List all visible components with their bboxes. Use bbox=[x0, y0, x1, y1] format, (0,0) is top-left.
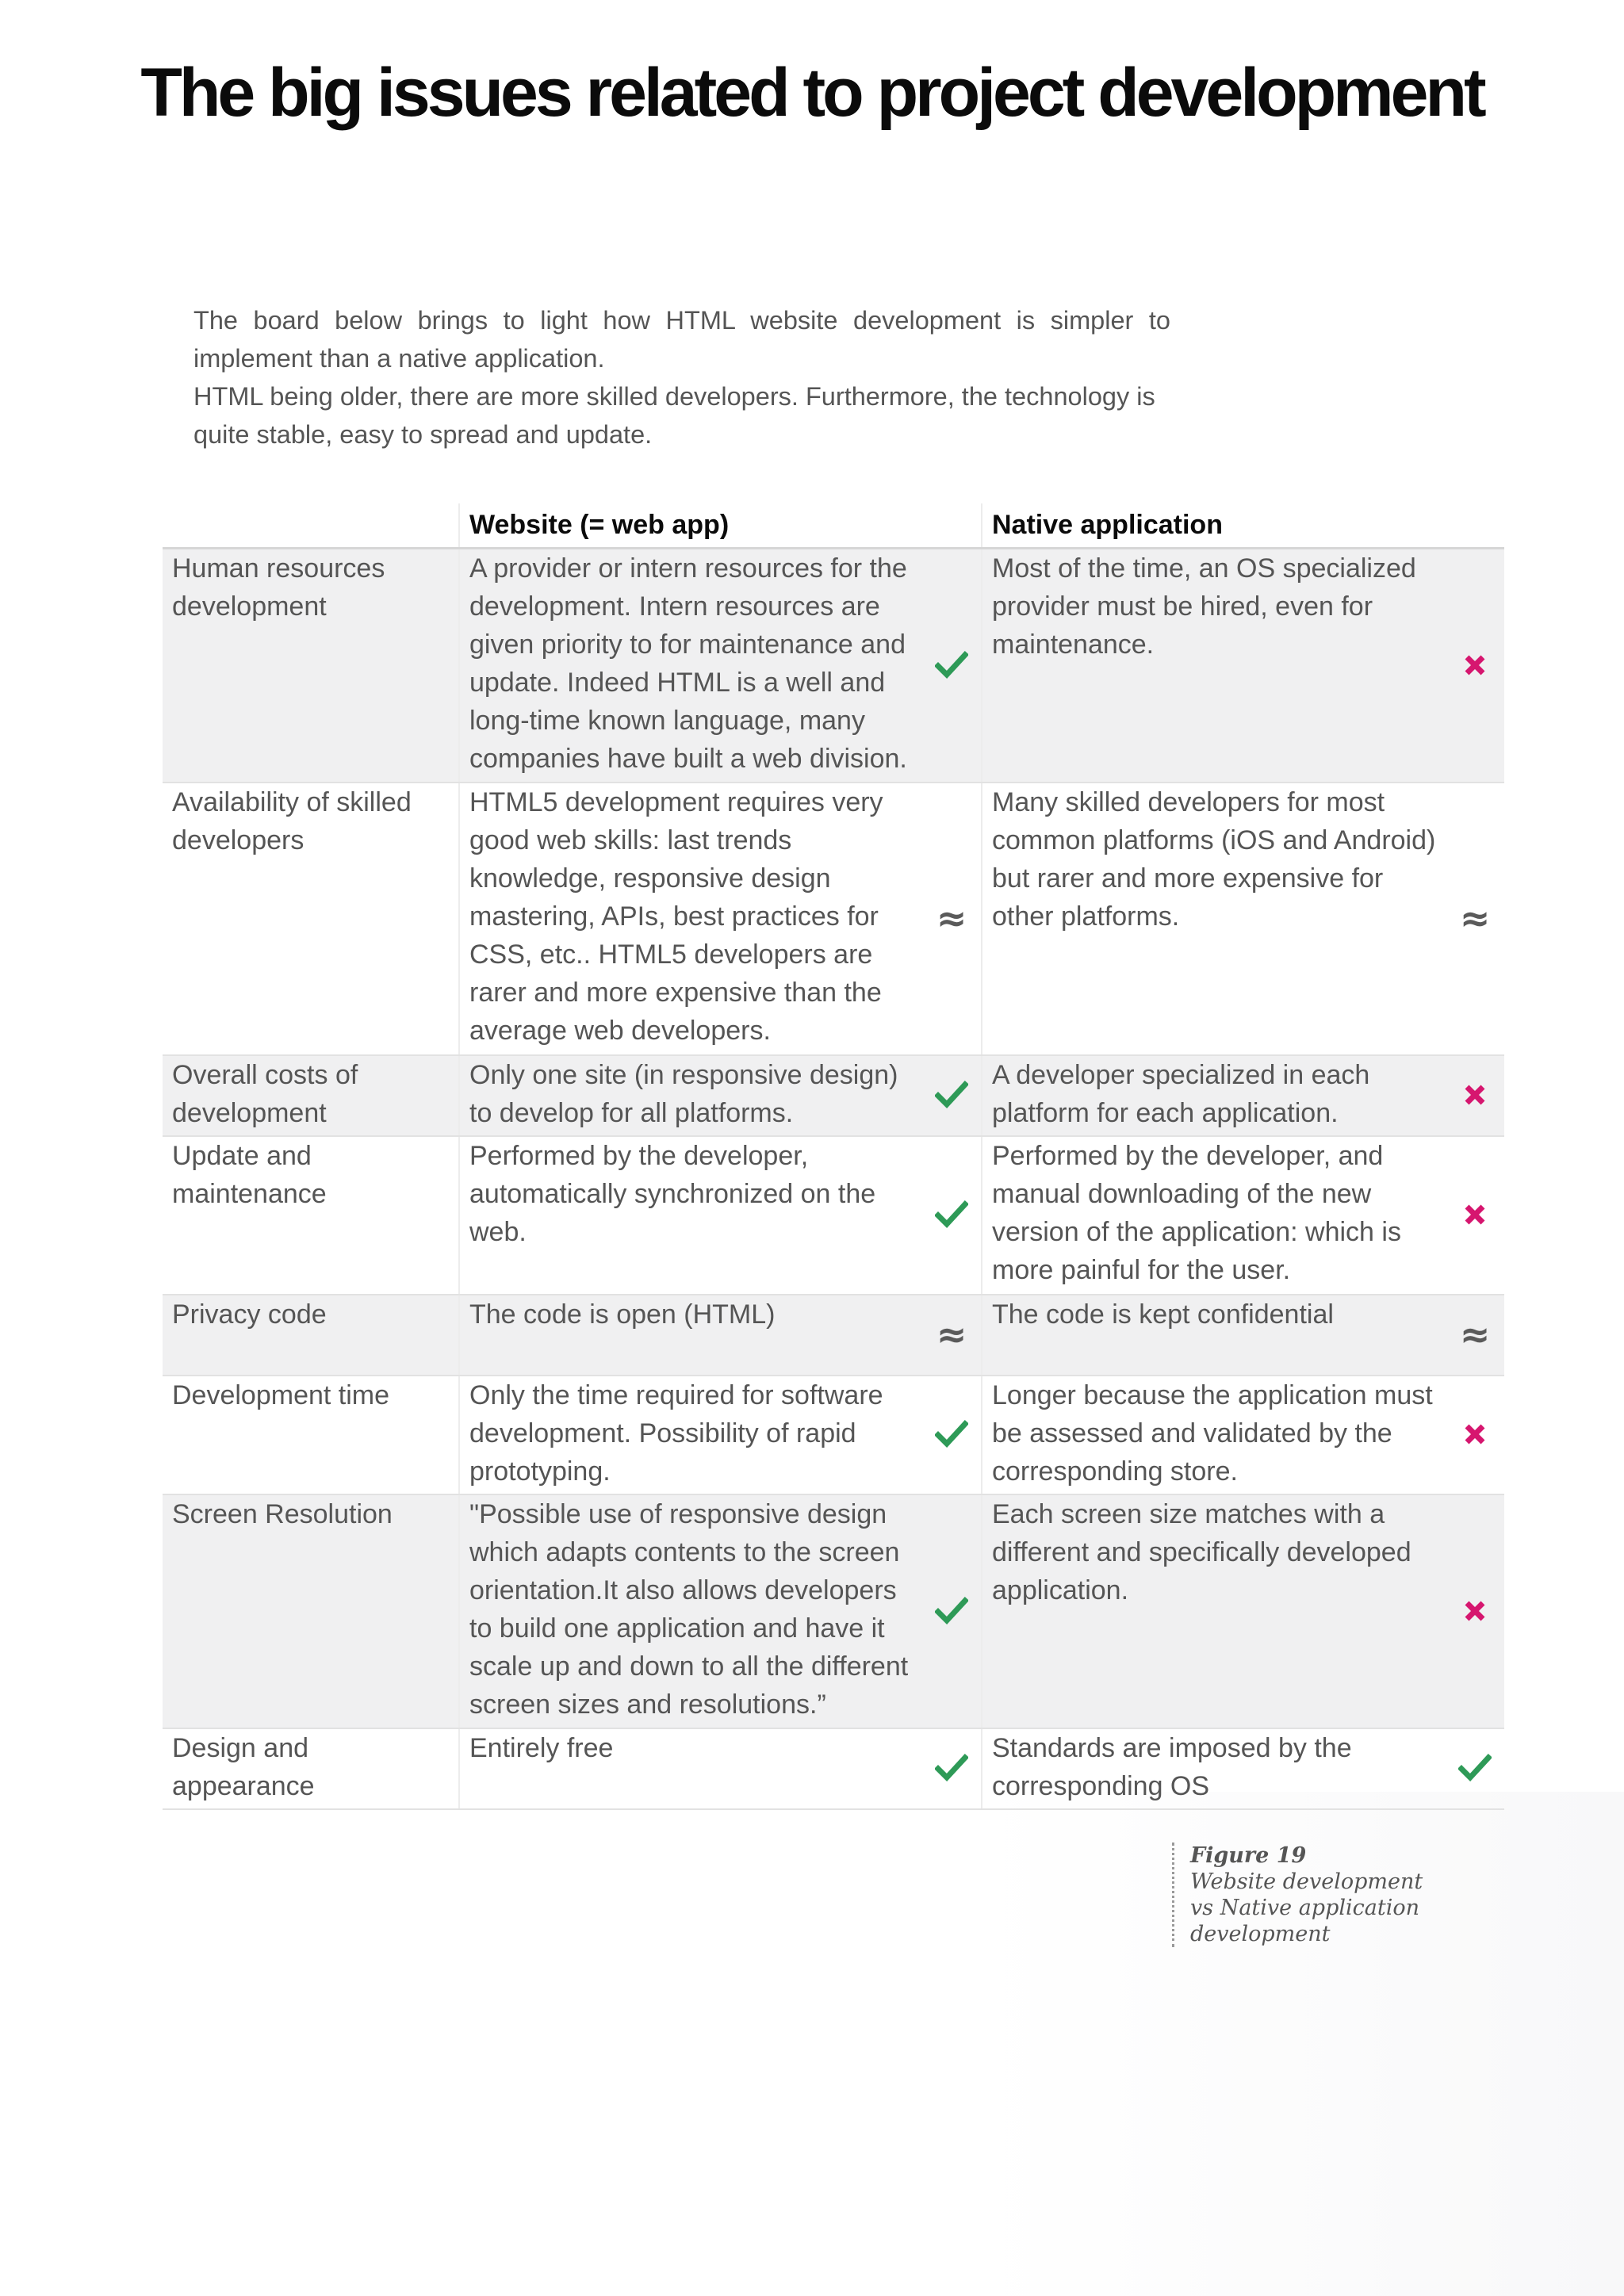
cross-icon bbox=[1457, 1196, 1493, 1233]
figure-description: Website development vs Native application development bbox=[1190, 1869, 1423, 1946]
criterion-cell: Design and appearance bbox=[163, 1728, 459, 1809]
header-native: Native application bbox=[982, 503, 1504, 549]
native-cell bbox=[982, 1136, 1504, 1295]
table-row bbox=[163, 1136, 1504, 1295]
native-text: Most of the time, an OS specialized provider must be hired, even for maintenance. bbox=[992, 553, 1416, 660]
website-cell bbox=[459, 549, 982, 783]
native-text: Performed by the developer, and manual downloading of the new version of the application: which is more painful for the user. bbox=[992, 1141, 1401, 1285]
website-text: Entirely free bbox=[469, 1733, 614, 1763]
website-cell bbox=[459, 1728, 982, 1809]
criterion-cell: Availability of skilled developers bbox=[163, 783, 459, 1055]
approximately-equal-icon: ≈ bbox=[936, 1313, 967, 1356]
native-cell bbox=[982, 1728, 1504, 1809]
native-text: Longer because the application must be assessed and validated by the corresponding store. bbox=[992, 1380, 1433, 1487]
table-header-row bbox=[163, 503, 1504, 549]
native-text: Each screen size matches with a different and specifically developed application. bbox=[992, 1499, 1411, 1605]
criterion-cell: Human resources development bbox=[163, 549, 459, 783]
website-text: Only the time required for software development. Possibility of rapid prototyping. bbox=[469, 1380, 883, 1487]
native-cell bbox=[982, 549, 1504, 783]
criterion-cell: Overall costs of development bbox=[163, 1055, 459, 1136]
table-row bbox=[163, 783, 1504, 1055]
intro-paragraph: The board below brings to light how HTML website development is simpler to implement than a native application. bbox=[193, 306, 1170, 373]
website-cell bbox=[459, 1136, 982, 1295]
website-text: Only one site (in responsive design) to develop for all platforms. bbox=[469, 1060, 898, 1128]
native-cell bbox=[982, 1376, 1504, 1494]
table-row bbox=[163, 1055, 1504, 1136]
website-cell bbox=[459, 1494, 982, 1728]
checkmark-icon bbox=[933, 1593, 970, 1629]
approximately-equal-icon: ≈ bbox=[1459, 1313, 1491, 1356]
criterion-cell: Privacy code bbox=[163, 1295, 459, 1376]
checkmark-icon bbox=[933, 647, 970, 683]
website-text: HTML5 development requires very good web skills: last trends knowledge, responsive design mastering, APIs, best practices for CSS, etc.. HTML5 developers are rarer and more expensive than the average web developers. bbox=[469, 787, 883, 1046]
checkmark-icon bbox=[933, 1196, 970, 1233]
cross-icon bbox=[1457, 647, 1493, 683]
criterion-cell: Development time bbox=[163, 1376, 459, 1494]
cross-icon bbox=[1457, 1593, 1493, 1629]
website-cell bbox=[459, 1295, 982, 1376]
table-row bbox=[163, 1494, 1504, 1728]
approximately-equal-icon: ≈ bbox=[936, 897, 967, 939]
criterion-cell: Update and maintenance bbox=[163, 1136, 459, 1295]
page-title: The big issues related to project development bbox=[140, 55, 1484, 131]
website-text: The code is open (HTML) bbox=[469, 1299, 776, 1330]
native-text: A developer specialized in each platform for each application. bbox=[992, 1060, 1370, 1128]
table-row bbox=[163, 1728, 1504, 1809]
approximately-equal-icon: ≈ bbox=[1459, 897, 1491, 939]
checkmark-icon bbox=[933, 1416, 970, 1452]
website-text: "Possible use of responsive design which adapts contents to the screen orientation.It also allows developers to build one application and have it scale up and down to all the different screen sizes and resolutions.” bbox=[469, 1499, 909, 1720]
native-text: Standards are imposed by the corresponding OS bbox=[992, 1733, 1352, 1801]
native-cell bbox=[982, 1055, 1504, 1136]
intro-paragraph: HTML being older, there are more skilled developers. Furthermore, the technology is quite stable, easy to spread and update. bbox=[193, 382, 1155, 449]
intro-text bbox=[193, 301, 1170, 453]
cross-icon bbox=[1457, 1416, 1493, 1452]
website-text: Performed by the developer, automatically synchronized on the web. bbox=[469, 1141, 876, 1247]
checkmark-icon bbox=[933, 1077, 970, 1113]
table-row bbox=[163, 549, 1504, 783]
figure-number: Figure 19 bbox=[1190, 1843, 1307, 1868]
native-text: The code is kept confidential bbox=[992, 1299, 1334, 1330]
comparison-table bbox=[163, 503, 1504, 1810]
table-row bbox=[163, 1295, 1504, 1376]
header-website: Website (= web app) bbox=[459, 503, 982, 549]
criterion-cell: Screen Resolution bbox=[163, 1494, 459, 1728]
header-criterion bbox=[163, 503, 459, 549]
website-cell bbox=[459, 1376, 982, 1494]
checkmark-icon bbox=[1457, 1750, 1493, 1786]
figure-caption bbox=[1172, 1843, 1428, 1947]
native-cell bbox=[982, 1494, 1504, 1728]
website-cell bbox=[459, 783, 982, 1055]
checkmark-icon bbox=[933, 1750, 970, 1786]
native-text: Many skilled developers for most common platforms (iOS and Android) but rarer and more expensive for other platforms. bbox=[992, 787, 1436, 932]
website-cell bbox=[459, 1055, 982, 1136]
native-cell bbox=[982, 783, 1504, 1055]
native-cell bbox=[982, 1295, 1504, 1376]
cross-icon bbox=[1457, 1077, 1493, 1113]
website-text: A provider or intern resources for the development. Intern resources are given priority to for maintenance and update. Indeed HTML is a well and long-time known language, many companies have built a web division. bbox=[469, 553, 907, 774]
table-row bbox=[163, 1376, 1504, 1494]
